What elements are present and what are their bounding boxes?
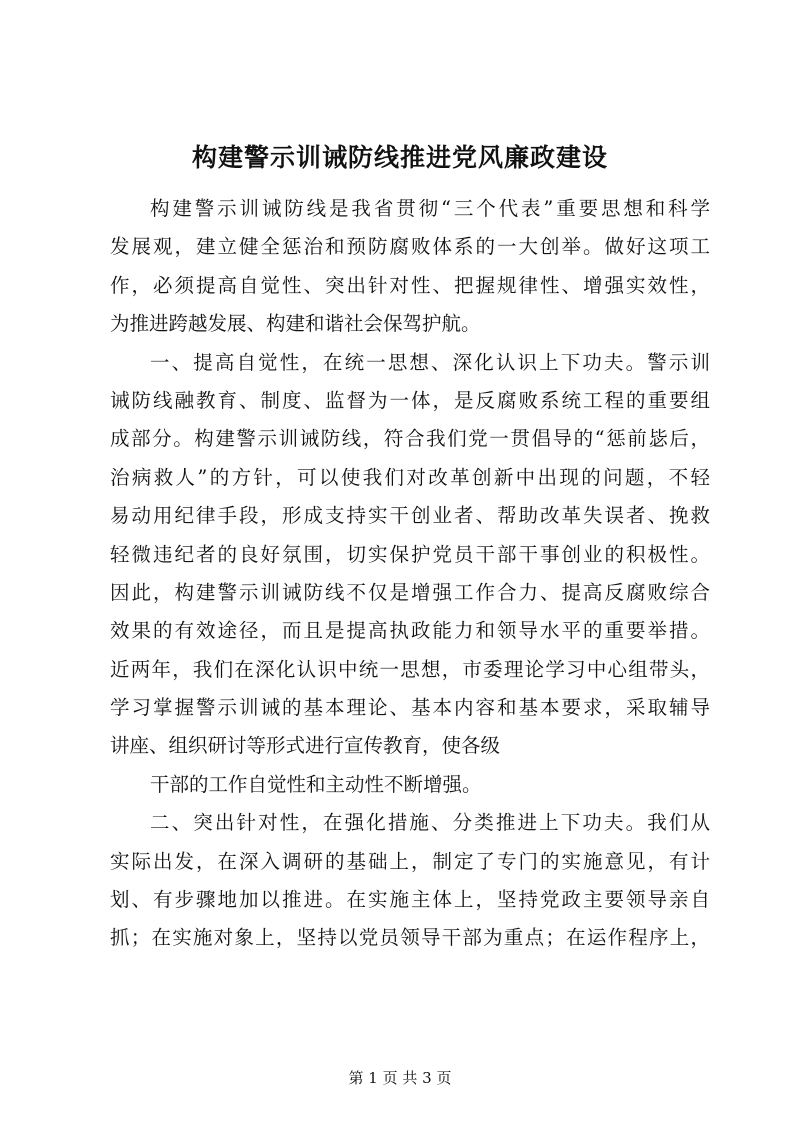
body-line: 因此，构建警示训诫防线不仅是增强工作合力、提高反腐败综合 — [110, 580, 710, 604]
body-line: 构建警示训诫防线是我省贯彻“三个代表”重要思想和科学 — [150, 197, 710, 220]
body-line: 划、有步骤地加以推进。在实施主体上，坚持党政主要领导亲自 — [110, 888, 710, 912]
body-line: 轻微违纪者的良好氛围，切实保护党员干部干事创业的积极性。 — [110, 542, 710, 566]
body-line: 实际出发，在深入调研的基础上，制定了专门的实施意见，有计 — [110, 849, 710, 873]
body-line: 诫防线融教育、制度、监督为一体，是反腐败系统工程的重要组 — [110, 388, 710, 412]
body-line: 发展观，建立健全惩治和预防腐败体系的一大创举。做好这项工 — [110, 235, 710, 259]
page-footer: 第 1 页 共 3 页 — [348, 1069, 452, 1087]
body-line: 干部的工作自觉性和主动性不断增强。 — [150, 772, 482, 796]
body-line: 为推进跨越发展、构建和谐社会保驾护航。 — [110, 312, 481, 336]
body-line: 效果的有效途径，而且是提高执政能力和领导水平的重要举措。 — [110, 619, 710, 643]
body-line: 二、突出针对性，在强化措施、分类推进上下功夫。我们从 — [150, 811, 710, 835]
body-line: 成部分。构建警示训诫防线，符合我们党一贯倡导的“惩前毖后， — [110, 427, 710, 451]
body-line: 易动用纪律手段，形成支持实干创业者、帮助改革失误者、挽救 — [110, 504, 710, 528]
body-line: 抓；在实施对象上，坚持以党员领导干部为重点；在运作程序上， — [110, 926, 710, 950]
document-body — [110, 190, 710, 958]
body-line: 治病救人”的方针，可以使我们对改革创新中出现的问题，不轻 — [110, 465, 710, 489]
document-title: 构建警示训诫防线推进党风廉政建设 — [191, 143, 608, 172]
body-line: 学习掌握警示训诫的基本理论、基本内容和基本要求，采取辅导 — [110, 696, 710, 720]
body-line: 近两年，我们在深化认识中统一思想，市委理论学习中心组带头， — [110, 657, 710, 681]
body-line: 作，必须提高自觉性、突出针对性、把握规律性、增强实效性， — [110, 273, 710, 297]
body-line: 一、提高自觉性，在统一思想、深化认识上下功夫。警示训 — [150, 350, 710, 374]
body-line: 讲座、组织研讨等形式进行宣传教育，使各级 — [110, 734, 501, 758]
